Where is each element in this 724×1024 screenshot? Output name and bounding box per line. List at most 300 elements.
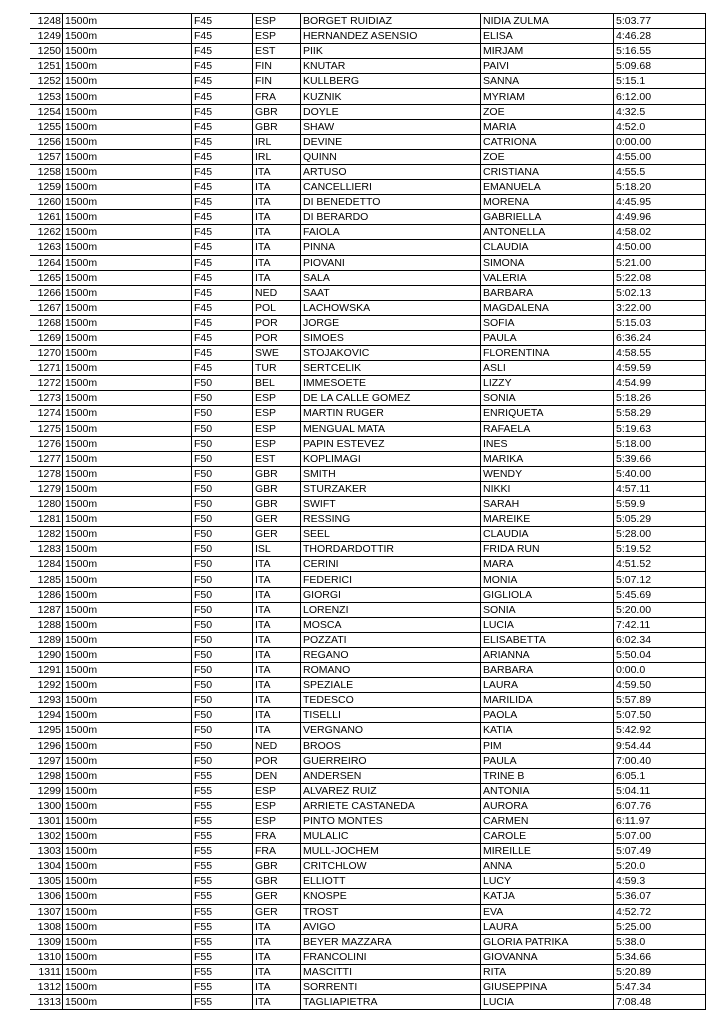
nation-cell: FIN [253, 74, 301, 89]
category-cell: F45 [192, 89, 253, 104]
table-row [30, 210, 706, 225]
nation-cell: ITA [253, 587, 301, 602]
event-cell: 1500m [63, 436, 192, 451]
table-row [30, 406, 706, 421]
entry-number: 1294 [30, 708, 63, 723]
event-cell: 1500m [63, 768, 192, 783]
table-row [30, 14, 706, 29]
surname-cell: MENGUAL MATA [301, 421, 481, 436]
category-cell: F45 [192, 225, 253, 240]
time-cell: 5:36.07 [614, 889, 706, 904]
category-cell: F50 [192, 466, 253, 481]
nation-cell: ESP [253, 391, 301, 406]
first-name-cell: KATJA [481, 889, 614, 904]
table-row [30, 59, 706, 74]
first-name-cell: ANTONIA [481, 783, 614, 798]
category-cell: F50 [192, 602, 253, 617]
entry-number: 1306 [30, 889, 63, 904]
event-cell: 1500m [63, 587, 192, 602]
first-name-cell: CARMEN [481, 813, 614, 828]
surname-cell: REGANO [301, 647, 481, 662]
first-name-cell: ELISA [481, 29, 614, 44]
first-name-cell: MORENA [481, 195, 614, 210]
event-cell: 1500m [63, 557, 192, 572]
nation-cell: ESP [253, 14, 301, 29]
first-name-cell: CATRIONA [481, 134, 614, 149]
first-name-cell: ZOE [481, 149, 614, 164]
event-cell: 1500m [63, 783, 192, 798]
entry-number: 1292 [30, 678, 63, 693]
event-cell: 1500m [63, 466, 192, 481]
table-row [30, 421, 706, 436]
time-cell: 4:57.11 [614, 481, 706, 496]
first-name-cell: SIMONA [481, 255, 614, 270]
table-row [30, 134, 706, 149]
time-cell: 5:50.04 [614, 647, 706, 662]
entry-number: 1253 [30, 89, 63, 104]
nation-cell: FRA [253, 829, 301, 844]
surname-cell: QUINN [301, 149, 481, 164]
event-cell: 1500m [63, 270, 192, 285]
event-cell: 1500m [63, 949, 192, 964]
surname-cell: CANCELLIERI [301, 180, 481, 195]
first-name-cell: TRINE B [481, 768, 614, 783]
nation-cell: NED [253, 285, 301, 300]
event-cell: 1500m [63, 481, 192, 496]
first-name-cell: VALERIA [481, 270, 614, 285]
category-cell: F55 [192, 904, 253, 919]
time-cell: 4:51.52 [614, 557, 706, 572]
category-cell: F55 [192, 889, 253, 904]
category-cell: F45 [192, 59, 253, 74]
surname-cell: JORGE [301, 315, 481, 330]
nation-cell: ITA [253, 572, 301, 587]
first-name-cell: CLAUDIA [481, 240, 614, 255]
surname-cell: GIORGI [301, 587, 481, 602]
table-row [30, 104, 706, 119]
time-cell: 7:08.48 [614, 995, 706, 1010]
entry-number: 1256 [30, 134, 63, 149]
entry-number: 1274 [30, 406, 63, 421]
table-row [30, 481, 706, 496]
time-cell: 5:07.00 [614, 829, 706, 844]
time-cell: 5:20.0 [614, 859, 706, 874]
nation-cell: ESP [253, 783, 301, 798]
event-cell: 1500m [63, 29, 192, 44]
category-cell: F50 [192, 647, 253, 662]
time-cell: 5:18.20 [614, 180, 706, 195]
nation-cell: GER [253, 527, 301, 542]
category-cell: F55 [192, 934, 253, 949]
surname-cell: SALA [301, 270, 481, 285]
surname-cell: BEYER MAZZARA [301, 934, 481, 949]
time-cell: 6:12.00 [614, 89, 706, 104]
category-cell: F50 [192, 391, 253, 406]
event-cell: 1500m [63, 738, 192, 753]
table-row [30, 949, 706, 964]
time-cell: 5:45.69 [614, 587, 706, 602]
surname-cell: SWIFT [301, 497, 481, 512]
first-name-cell: BARBARA [481, 285, 614, 300]
entry-number: 1254 [30, 104, 63, 119]
table-row [30, 557, 706, 572]
event-cell: 1500m [63, 904, 192, 919]
table-row [30, 164, 706, 179]
surname-cell: TROST [301, 904, 481, 919]
first-name-cell: LIZZY [481, 376, 614, 391]
time-cell: 4:50.00 [614, 240, 706, 255]
first-name-cell: INES [481, 436, 614, 451]
entry-number: 1286 [30, 587, 63, 602]
surname-cell: ARTUSO [301, 164, 481, 179]
time-cell: 5:18.26 [614, 391, 706, 406]
first-name-cell: PAIVI [481, 59, 614, 74]
table-row [30, 602, 706, 617]
table-row [30, 436, 706, 451]
surname-cell: PIIK [301, 44, 481, 59]
time-cell: 5:25.00 [614, 919, 706, 934]
first-name-cell: MYRIAM [481, 89, 614, 104]
entry-number: 1257 [30, 149, 63, 164]
nation-cell: ISL [253, 542, 301, 557]
entry-number: 1293 [30, 693, 63, 708]
entry-number: 1309 [30, 934, 63, 949]
time-cell: 5:22.08 [614, 270, 706, 285]
category-cell: F45 [192, 74, 253, 89]
time-cell: 6:36.24 [614, 330, 706, 345]
nation-cell: GBR [253, 466, 301, 481]
event-cell: 1500m [63, 678, 192, 693]
time-cell: 4:55.5 [614, 164, 706, 179]
category-cell: F45 [192, 195, 253, 210]
time-cell: 0:00.00 [614, 134, 706, 149]
event-cell: 1500m [63, 934, 192, 949]
category-cell: F50 [192, 406, 253, 421]
time-cell: 5:19.63 [614, 421, 706, 436]
surname-cell: KOPLIMAGI [301, 451, 481, 466]
surname-cell: KNOSPE [301, 889, 481, 904]
nation-cell: ITA [253, 164, 301, 179]
nation-cell: ITA [253, 602, 301, 617]
first-name-cell: SANNA [481, 74, 614, 89]
time-cell: 5:40.00 [614, 466, 706, 481]
category-cell: F45 [192, 104, 253, 119]
entry-number: 1288 [30, 617, 63, 632]
first-name-cell: SONIA [481, 602, 614, 617]
category-cell: F55 [192, 995, 253, 1010]
event-cell: 1500m [63, 164, 192, 179]
event-cell: 1500m [63, 497, 192, 512]
table-row [30, 647, 706, 662]
first-name-cell: MIREILLE [481, 844, 614, 859]
table-row [30, 240, 706, 255]
entry-number: 1251 [30, 59, 63, 74]
event-cell: 1500m [63, 89, 192, 104]
table-row [30, 451, 706, 466]
surname-cell: ANDERSEN [301, 768, 481, 783]
category-cell: F45 [192, 119, 253, 134]
nation-cell: IRL [253, 149, 301, 164]
time-cell: 5:04.11 [614, 783, 706, 798]
time-cell: 5:15.03 [614, 315, 706, 330]
surname-cell: PIOVANI [301, 255, 481, 270]
entry-number: 1311 [30, 964, 63, 979]
entry-number: 1285 [30, 572, 63, 587]
category-cell: F45 [192, 44, 253, 59]
event-cell: 1500m [63, 255, 192, 270]
first-name-cell: MARIA [481, 119, 614, 134]
entry-number: 1255 [30, 119, 63, 134]
time-cell: 5:18.00 [614, 436, 706, 451]
nation-cell: ITA [253, 617, 301, 632]
table-row [30, 512, 706, 527]
nation-cell: ITA [253, 195, 301, 210]
table-row [30, 285, 706, 300]
first-name-cell: PIM [481, 738, 614, 753]
entry-number: 1273 [30, 391, 63, 406]
first-name-cell: SARAH [481, 497, 614, 512]
nation-cell: EST [253, 451, 301, 466]
nation-cell: ITA [253, 270, 301, 285]
surname-cell: PINNA [301, 240, 481, 255]
table-row [30, 904, 706, 919]
surname-cell: FAIOLA [301, 225, 481, 240]
surname-cell: KUZNIK [301, 89, 481, 104]
surname-cell: BROOS [301, 738, 481, 753]
entry-number: 1263 [30, 240, 63, 255]
entry-number: 1307 [30, 904, 63, 919]
nation-cell: ITA [253, 934, 301, 949]
table-row [30, 330, 706, 345]
nation-cell: FIN [253, 59, 301, 74]
table-row [30, 466, 706, 481]
time-cell: 4:58.55 [614, 346, 706, 361]
first-name-cell: MONIA [481, 572, 614, 587]
category-cell: F50 [192, 693, 253, 708]
entry-number: 1252 [30, 74, 63, 89]
surname-cell: SIMOES [301, 330, 481, 345]
entry-number: 1248 [30, 14, 63, 29]
surname-cell: DI BENEDETTO [301, 195, 481, 210]
surname-cell: DE LA CALLE GOMEZ [301, 391, 481, 406]
table-row [30, 346, 706, 361]
table-row [30, 798, 706, 813]
first-name-cell: MARIKA [481, 451, 614, 466]
nation-cell: POR [253, 753, 301, 768]
surname-cell: FRANCOLINI [301, 949, 481, 964]
table-row [30, 74, 706, 89]
entries-sheet [30, 13, 702, 1010]
table-row [30, 391, 706, 406]
surname-cell: DI BERARDO [301, 210, 481, 225]
table-row [30, 572, 706, 587]
category-cell: F55 [192, 919, 253, 934]
first-name-cell: PAULA [481, 330, 614, 345]
event-cell: 1500m [63, 104, 192, 119]
event-cell: 1500m [63, 421, 192, 436]
nation-cell: FRA [253, 89, 301, 104]
entry-number: 1301 [30, 813, 63, 828]
table-row [30, 708, 706, 723]
surname-cell: MASCITTI [301, 964, 481, 979]
entry-number: 1308 [30, 919, 63, 934]
first-name-cell: CLAUDIA [481, 527, 614, 542]
time-cell: 5:38.0 [614, 934, 706, 949]
time-cell: 6:11.97 [614, 813, 706, 828]
entry-number: 1304 [30, 859, 63, 874]
first-name-cell: ELISABETTA [481, 632, 614, 647]
time-cell: 4:55.00 [614, 149, 706, 164]
nation-cell: ITA [253, 210, 301, 225]
entry-number: 1272 [30, 376, 63, 391]
entry-number: 1269 [30, 330, 63, 345]
entry-number: 1302 [30, 829, 63, 844]
entry-number: 1271 [30, 361, 63, 376]
entry-number: 1276 [30, 436, 63, 451]
table-row [30, 753, 706, 768]
table-row [30, 376, 706, 391]
surname-cell: TAGLIAPIETRA [301, 995, 481, 1010]
first-name-cell: ARIANNA [481, 647, 614, 662]
time-cell: 4:32.5 [614, 104, 706, 119]
surname-cell: BORGET RUIDIAZ [301, 14, 481, 29]
entry-number: 1303 [30, 844, 63, 859]
first-name-cell: NIKKI [481, 481, 614, 496]
category-cell: F50 [192, 497, 253, 512]
event-cell: 1500m [63, 240, 192, 255]
table-row [30, 980, 706, 995]
category-cell: F45 [192, 270, 253, 285]
time-cell: 5:15.1 [614, 74, 706, 89]
category-cell: F45 [192, 330, 253, 345]
nation-cell: SWE [253, 346, 301, 361]
entry-number: 1313 [30, 995, 63, 1010]
category-cell: F50 [192, 451, 253, 466]
table-row [30, 315, 706, 330]
first-name-cell: ENRIQUETA [481, 406, 614, 421]
surname-cell: ROMANO [301, 663, 481, 678]
first-name-cell: MIRJAM [481, 44, 614, 59]
category-cell: F45 [192, 315, 253, 330]
category-cell: F45 [192, 149, 253, 164]
category-cell: F50 [192, 708, 253, 723]
first-name-cell: BARBARA [481, 663, 614, 678]
first-name-cell: LAURA [481, 678, 614, 693]
first-name-cell: PAOLA [481, 708, 614, 723]
entry-number: 1259 [30, 180, 63, 195]
surname-cell: ELLIOTT [301, 874, 481, 889]
category-cell: F50 [192, 617, 253, 632]
entry-number: 1260 [30, 195, 63, 210]
surname-cell: CERINI [301, 557, 481, 572]
first-name-cell: EMANUELA [481, 180, 614, 195]
first-name-cell: SOFIA [481, 315, 614, 330]
category-cell: F45 [192, 285, 253, 300]
nation-cell: ITA [253, 240, 301, 255]
entry-number: 1283 [30, 542, 63, 557]
first-name-cell: LUCIA [481, 617, 614, 632]
table-row [30, 738, 706, 753]
category-cell: F50 [192, 557, 253, 572]
category-cell: F55 [192, 874, 253, 889]
surname-cell: TISELLI [301, 708, 481, 723]
event-cell: 1500m [63, 708, 192, 723]
nation-cell: ESP [253, 421, 301, 436]
first-name-cell: MAGDALENA [481, 300, 614, 315]
category-cell: F45 [192, 361, 253, 376]
table-row [30, 723, 706, 738]
event-cell: 1500m [63, 391, 192, 406]
category-cell: F45 [192, 300, 253, 315]
event-cell: 1500m [63, 844, 192, 859]
time-cell: 5:47.34 [614, 980, 706, 995]
time-cell: 4:52.72 [614, 904, 706, 919]
first-name-cell: CAROLE [481, 829, 614, 844]
entry-number: 1291 [30, 663, 63, 678]
table-row [30, 964, 706, 979]
event-cell: 1500m [63, 693, 192, 708]
time-cell: 9:54.44 [614, 738, 706, 753]
first-name-cell: EVA [481, 904, 614, 919]
event-cell: 1500m [63, 406, 192, 421]
entry-number: 1289 [30, 632, 63, 647]
surname-cell: SHAW [301, 119, 481, 134]
entry-number: 1290 [30, 647, 63, 662]
category-cell: F50 [192, 527, 253, 542]
surname-cell: AVIGO [301, 919, 481, 934]
category-cell: F55 [192, 783, 253, 798]
event-cell: 1500m [63, 300, 192, 315]
table-row [30, 29, 706, 44]
category-cell: F55 [192, 859, 253, 874]
category-cell: F55 [192, 813, 253, 828]
time-cell: 7:00.40 [614, 753, 706, 768]
table-row [30, 527, 706, 542]
nation-cell: ESP [253, 29, 301, 44]
event-cell: 1500m [63, 829, 192, 844]
category-cell: F50 [192, 632, 253, 647]
table-row [30, 768, 706, 783]
nation-cell: GBR [253, 859, 301, 874]
time-cell: 5:20.89 [614, 964, 706, 979]
time-cell: 4:54.99 [614, 376, 706, 391]
surname-cell: DEVINE [301, 134, 481, 149]
nation-cell: ITA [253, 557, 301, 572]
time-cell: 5:21.00 [614, 255, 706, 270]
nation-cell: ESP [253, 436, 301, 451]
surname-cell: STOJAKOVIC [301, 346, 481, 361]
first-name-cell: FRIDA RUN [481, 542, 614, 557]
entries-table [30, 13, 706, 1010]
nation-cell: GBR [253, 497, 301, 512]
surname-cell: KNUTAR [301, 59, 481, 74]
nation-cell: ITA [253, 723, 301, 738]
nation-cell: DEN [253, 768, 301, 783]
nation-cell: ITA [253, 225, 301, 240]
category-cell: F55 [192, 844, 253, 859]
nation-cell: GER [253, 904, 301, 919]
entry-number: 1297 [30, 753, 63, 768]
surname-cell: CRITCHLOW [301, 859, 481, 874]
category-cell: F55 [192, 829, 253, 844]
category-cell: F50 [192, 723, 253, 738]
surname-cell: MOSCA [301, 617, 481, 632]
time-cell: 5:02.13 [614, 285, 706, 300]
time-cell: 5:16.55 [614, 44, 706, 59]
table-row [30, 270, 706, 285]
nation-cell: POR [253, 330, 301, 345]
nation-cell: ITA [253, 255, 301, 270]
